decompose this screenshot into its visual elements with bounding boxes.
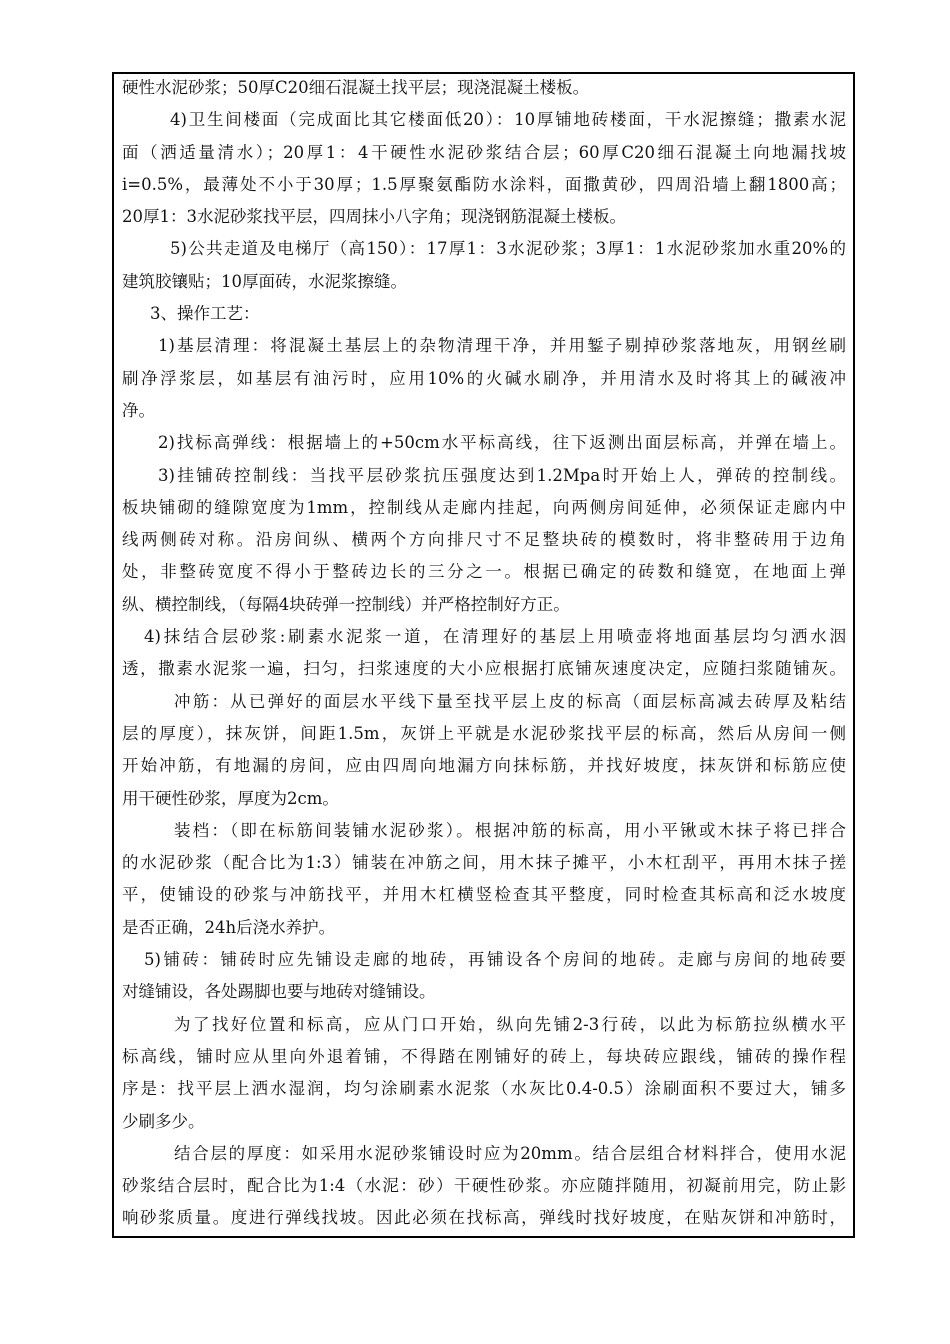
text-line: 板块铺砌的缝隙宽度为1mm，控制线从走廊内挂起，向两侧房间延伸，必须保证走廊内中 <box>122 497 846 517</box>
text-line: 序是：找平层上洒水湿润，均匀涂刷素水泥浆（水灰比0.4-0.5）涂刷面积不要过大，铺多 <box>122 1079 846 1099</box>
text-line: 为了找好位置和标高，应从门口开始，纵向先铺2-3行砖，以此为标筋拉纵横水平 <box>174 1014 846 1034</box>
text-line: i=0.5%，最薄处不小于30厚；1.5厚聚氨酯防水涂料，面撒黄砂，四周沿墙上翻1800高； <box>122 174 846 194</box>
text-line: 建筑胶镶贴；10厚面砖，水泥浆擦缝。 <box>122 271 407 291</box>
text-line: 4)卫生间楼面（完成面比其它楼面低20）：10厚铺地砖楼面，干水泥擦缝；撒素水泥 <box>170 110 846 130</box>
text-line: 用干硬性砂浆，厚度为2cm。 <box>122 788 339 808</box>
text-line: 3)挂铺砖控制线：当找平层砂浆抗压强度达到1.2Mpa时开始上人，弹砖的控制线。 <box>158 465 846 485</box>
text-line: 标高线，铺时应从里向外退着铺，不得踏在刚铺好的砖上，每块砖应跟线，铺砖的操作程 <box>122 1046 846 1066</box>
text-line: 硬性水泥砂浆；50厚C20细石混凝土找平层；现浇混凝土楼板。 <box>122 78 590 97</box>
text-line: 响砂浆质量。度进行弹线找坡。因此必须在找标高，弹线时找好坡度，在贴灰饼和冲筋时， <box>122 1208 846 1228</box>
text-line: 处，非整砖宽度不得小于整砖边长的三分之一。根据已确定的砖数和缝宽，在地面上弹 <box>122 562 846 582</box>
text-line: 是否正确，24h后浇水养护。 <box>122 917 336 937</box>
document-body <box>122 72 846 1235</box>
text-line: 1)基层清理：将混凝土基层上的杂物清理干净，并用錾子剔掉砂浆落地灰，用钢丝刷 <box>158 336 846 356</box>
text-line: 面（洒适量清水）；20厚1：4干硬性水泥砂浆结合层；60厚C20细石混凝土向地漏找坡 <box>122 142 846 162</box>
text-line: 平，使铺设的砂浆与冲筋找平，并用木杠横竖检查其平整度，同时检查其标高和泛水坡度 <box>122 885 846 905</box>
text-line: 砂浆结合层时，配合比为1:4（水泥：砂）干硬性砂浆。亦应随拌随用，初凝前用完，防止影 <box>122 1176 846 1196</box>
text-line: 净。 <box>122 400 155 420</box>
text-line: 5)铺砖：铺砖时应先铺设走廊的地砖，再铺设各个房间的地砖。走廊与房间的地砖要 <box>144 950 846 970</box>
text-line: 5)公共走道及电梯厅（高150）：17厚1：3水泥砂浆；3厚1：1水泥砂浆加水重20%的 <box>170 239 846 259</box>
text-line: 对缝铺设，各处踢脚也要与地砖对缝铺设。 <box>122 982 436 1002</box>
text-line: 少刷多少。 <box>122 1111 205 1131</box>
text-line: 刷净浮浆层，如基层有油污时，应用10%的火碱水刷净，并用清水及时将其上的碱液冲 <box>122 368 846 388</box>
text-line: 透，撒素水泥浆一遍，扫匀，扫浆速度的大小应根据打底铺灰速度决定，应随扫浆随铺灰。 <box>122 659 846 679</box>
text-line: 3、操作工艺： <box>150 304 260 324</box>
text-line: 冲筋：从已弹好的面层水平线下量至找平层上皮的标高（面层标高减去砖厚及粘结 <box>174 691 846 711</box>
text-line: 纵、横控制线，（每隔4块砖弹一控制线）并严格控制好方正。 <box>122 594 570 614</box>
text-line: 装档：（即在标筋间装铺水泥砂浆）。根据冲筋的标高，用小平锹或木抹子将已拌合 <box>174 820 846 840</box>
text-line: 线两侧砖对称。沿房间纵、横两个方向排尺寸不足整块砖的模数时，将非整砖用于边角 <box>122 530 846 550</box>
text-line: 开始冲筋，有地漏的房间，应由四周向地漏方向抹标筋，并找好坡度，抹灰饼和标筋应使 <box>122 756 846 776</box>
text-line: 层的厚度），抹灰饼，间距1.5m，灰饼上平就是水泥砂浆找平层的标高，然后从房间一侧 <box>122 723 846 743</box>
text-line: 4)抹结合层砂浆:刷素水泥浆一道，在清理好的基层上用喷壶将地面基层均匀洒水洇 <box>144 627 846 647</box>
text-line: 结合层的厚度：如采用水泥砂浆铺设时应为20mm。结合层组合材料拌合，使用水泥 <box>174 1143 846 1163</box>
text-line: 的水泥砂浆（配合比为1:3）铺装在冲筋之间，用木抹子摊平，小木杠刮平，再用木抹子搓 <box>122 853 846 873</box>
text-line: 20厚1：3水泥砂浆找平层，四周抹小八字角；现浇钢筋混凝土楼板。 <box>122 207 626 227</box>
text-line: 2)找标高弹线：根据墙上的+50cm水平标高线，往下返测出面层标高，并弹在墙上。 <box>158 433 846 453</box>
